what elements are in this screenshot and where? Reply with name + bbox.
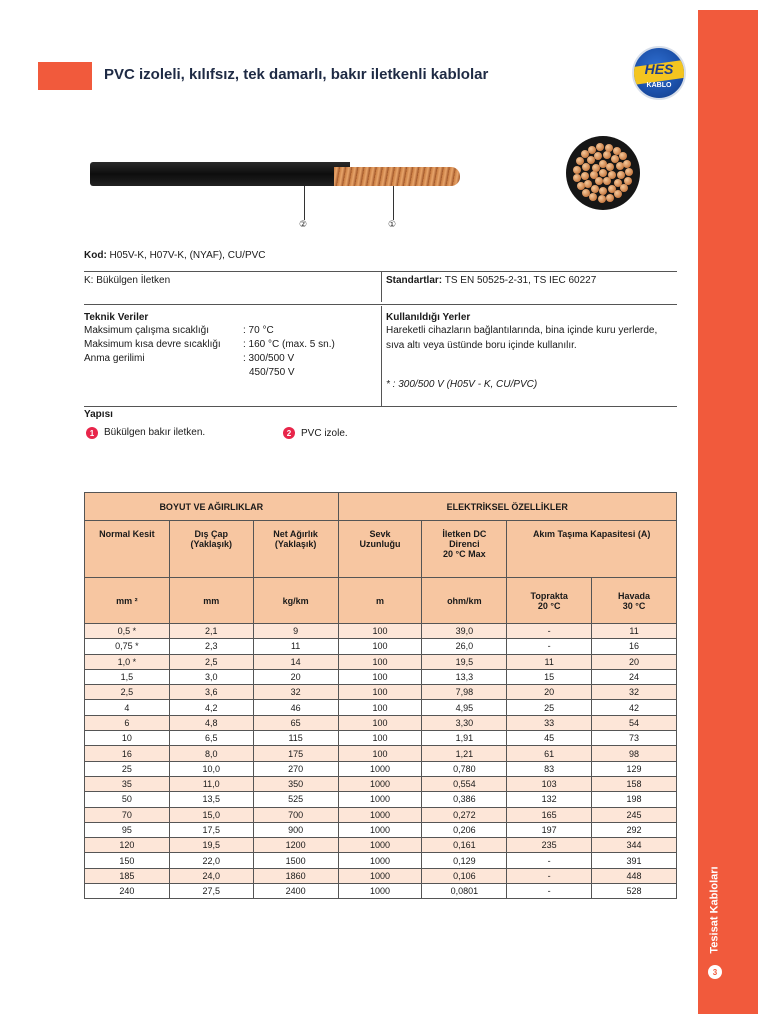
structure-badge-2: 2: [283, 427, 295, 439]
callout-line-2: [304, 186, 305, 220]
table-cell: 1500: [253, 853, 338, 868]
table-cell: 46: [253, 700, 338, 715]
table-row: [85, 868, 677, 883]
table-cell: 2400: [253, 884, 338, 899]
unit-text: Havada: [618, 590, 651, 601]
table-cell: 100: [338, 654, 422, 669]
table-row: [85, 624, 677, 639]
copper-strand: [605, 144, 613, 152]
tech-value: : 300/500 V: [243, 353, 295, 364]
table-cell: 103: [507, 776, 592, 791]
table-cell: 4: [85, 700, 170, 715]
logo-text: HES: [644, 61, 674, 77]
table-cell: 158: [592, 776, 677, 791]
table-cell: 1000: [338, 776, 422, 791]
copper-strand: [606, 194, 614, 202]
table-cell: 4,2: [169, 700, 253, 715]
table-cell: 100: [338, 731, 422, 746]
page-number: 3: [708, 965, 722, 979]
table-cell: 0,129: [422, 853, 507, 868]
table-row: [85, 761, 677, 776]
copper-strand: [582, 189, 590, 197]
table-row: [85, 669, 677, 684]
table-cell: 9: [253, 624, 338, 639]
table-cell: 33: [507, 715, 592, 730]
header-text: Akım Taşıma Kapasitesi (A): [532, 529, 651, 539]
table-cell: 270: [253, 761, 338, 776]
header-text: (Yaklaşık): [274, 539, 317, 549]
unit-havada: [592, 578, 677, 624]
copper-strand: [606, 163, 614, 171]
copper-strand: [617, 171, 625, 179]
table-cell: 1000: [338, 792, 422, 807]
table-cell: 1000: [338, 838, 422, 853]
table-cell: 6,5: [169, 731, 253, 746]
table-cell: 20: [507, 685, 592, 700]
table-cell: 98: [592, 746, 677, 761]
table-cell: 24,0: [169, 868, 253, 883]
table-row: [85, 838, 677, 853]
group-header-dimensions: BOYUT VE AĞIRLIKLAR: [85, 493, 339, 521]
kod-label: Kod:: [84, 250, 107, 261]
copper-strand: [625, 168, 633, 176]
table-cell: 42: [592, 700, 677, 715]
table-cell: 83: [507, 761, 592, 776]
table-cell: 0,161: [422, 838, 507, 853]
table-cell: -: [507, 639, 592, 654]
table-cell: 391: [592, 853, 677, 868]
divider-vertical: [381, 306, 382, 406]
tech-label: Maksimum çalışma sıcaklığı: [84, 325, 210, 336]
cable-cross-section-image: [566, 136, 640, 210]
table-cell: 32: [253, 685, 338, 700]
table-cell: 73: [592, 731, 677, 746]
table-row: [85, 685, 677, 700]
table-cell: 22,0: [169, 853, 253, 868]
table-cell: 1,21: [422, 746, 507, 761]
section-label: [700, 860, 730, 960]
copper-strand: [589, 193, 597, 201]
table-cell: 4,95: [422, 700, 507, 715]
divider: [84, 406, 677, 407]
table-cell: 16: [85, 746, 170, 761]
table-cell: 100: [338, 700, 422, 715]
copper-strand: [584, 180, 592, 188]
copper-strand: [603, 177, 611, 185]
unit-text: 20 °C: [537, 600, 561, 611]
table-cell: 2,3: [169, 639, 253, 654]
table-row: [85, 639, 677, 654]
table-cell: 292: [592, 822, 677, 837]
table-cell: 350: [253, 776, 338, 791]
title-accent-bar: [38, 62, 92, 90]
table-cell: 11,0: [169, 776, 253, 791]
table-cell: 344: [592, 838, 677, 853]
tech-label: Anma gerilimi: [84, 353, 145, 364]
table-cell: 11: [592, 624, 677, 639]
copper-strand: [595, 177, 603, 185]
table-cell: 528: [592, 884, 677, 899]
table-cell: 100: [338, 624, 422, 639]
kod-line: [84, 249, 266, 262]
table-row: [85, 746, 677, 761]
table-row: [85, 822, 677, 837]
logo-subtext: KABLO: [646, 82, 672, 89]
table-cell: 1,5: [85, 669, 170, 684]
technical-title: Teknik Veriler: [84, 312, 149, 323]
specification-table: [84, 492, 677, 899]
table-row: [85, 654, 677, 669]
table-cell: 1000: [338, 761, 422, 776]
table-cell: 13,3: [422, 669, 507, 684]
table-cell: 1000: [338, 884, 422, 899]
table-cell: 19,5: [422, 654, 507, 669]
table-cell: 0,780: [422, 761, 507, 776]
table-cell: 7,98: [422, 685, 507, 700]
usage-text-line1: Hareketli cihazların bağlantılarında, bina içinde kuru yerlerde,: [386, 325, 658, 336]
table-cell: 2,1: [169, 624, 253, 639]
table-cell: 0,554: [422, 776, 507, 791]
table-cell: 13,5: [169, 792, 253, 807]
table-cell: -: [507, 884, 592, 899]
table-cell: 165: [507, 807, 592, 822]
table-cell: 3,0: [169, 669, 253, 684]
table-cell: 0,206: [422, 822, 507, 837]
table-cell: 1000: [338, 853, 422, 868]
table-cell: 150: [85, 853, 170, 868]
table-cell: 185: [85, 868, 170, 883]
table-row: [85, 700, 677, 715]
header-dc-direnci: [422, 521, 507, 578]
table-cell: 198: [592, 792, 677, 807]
table-cell: 2,5: [169, 654, 253, 669]
table-cell: 0,272: [422, 807, 507, 822]
standards-label: Standartlar:: [386, 275, 443, 286]
table-cell: 0,386: [422, 792, 507, 807]
table-cell: 0,106: [422, 868, 507, 883]
header-text: İletken DC: [442, 529, 487, 539]
header-sevk-uzunlugu: [338, 521, 422, 578]
copper-strand: [614, 190, 622, 198]
table-body: [85, 624, 677, 899]
table-cell: 4,8: [169, 715, 253, 730]
table-cell: 0,75 *: [85, 639, 170, 654]
cable-insulation-image: [90, 162, 350, 186]
table-row: [85, 853, 677, 868]
tech-value: : 160 °C (max. 5 sn.): [243, 339, 335, 350]
structure-item-1: Bükülgen bakır iletken.: [104, 427, 206, 438]
standards-value: TS EN 50525-2-31, TS IEC 60227: [442, 275, 597, 286]
table-cell: 0,0801: [422, 884, 507, 899]
table-cell: 45: [507, 731, 592, 746]
kod-value: H05V-K, H07V-K, (NYAF), CU/PVC: [106, 250, 266, 261]
table-cell: 61: [507, 746, 592, 761]
unit-kesit: mm ²: [85, 578, 170, 624]
callout-line-1: [393, 186, 394, 220]
copper-strand: [588, 146, 596, 154]
table-cell: 15: [507, 669, 592, 684]
table-row: [85, 792, 677, 807]
table-cell: 115: [253, 731, 338, 746]
unit-dc: ohm/km: [422, 578, 507, 624]
copper-strand: [581, 172, 589, 180]
table-cell: 10,0: [169, 761, 253, 776]
table-cell: 15,0: [169, 807, 253, 822]
table-cell: 448: [592, 868, 677, 883]
table-cell: 16: [592, 639, 677, 654]
table-cell: 100: [338, 685, 422, 700]
copper-strand: [573, 166, 581, 174]
table-cell: 100: [338, 669, 422, 684]
unit-sevk: m: [338, 578, 422, 624]
table-cell: 11: [507, 654, 592, 669]
table-cell: 3,30: [422, 715, 507, 730]
copper-strand: [591, 185, 599, 193]
unit-text: 30 °C: [622, 600, 646, 611]
copper-strand: [599, 169, 607, 177]
divider-vertical: [381, 272, 382, 302]
table-cell: 39,0: [422, 624, 507, 639]
table-cell: -: [507, 868, 592, 883]
usage-title: Kullanıldığı Yerler: [386, 312, 471, 323]
copper-strand: [577, 182, 585, 190]
standards-line: [386, 274, 596, 287]
table-cell: 20: [592, 654, 677, 669]
table-cell: 1000: [338, 807, 422, 822]
table-row: [85, 884, 677, 899]
table-cell: 27,5: [169, 884, 253, 899]
table-row: [85, 715, 677, 730]
copper-strand: [599, 187, 607, 195]
table-cell: 700: [253, 807, 338, 822]
header-text: Direnci: [449, 539, 480, 549]
unit-agirlik: kg/km: [253, 578, 338, 624]
structure-title: Yapısı: [84, 409, 113, 420]
table-cell: 120: [85, 838, 170, 853]
table-cell: 32: [592, 685, 677, 700]
table-cell: 525: [253, 792, 338, 807]
table-row: [85, 807, 677, 822]
table-cell: 11: [253, 639, 338, 654]
table-cell: 1,0 *: [85, 654, 170, 669]
table-row: [85, 776, 677, 791]
header-dis-cap: [169, 521, 253, 578]
hes-kablo-logo: [632, 46, 686, 100]
table-cell: 2,5: [85, 685, 170, 700]
table-cell: 100: [338, 746, 422, 761]
table-cell: 1000: [338, 822, 422, 837]
unit-toprakta: [507, 578, 592, 624]
table-cell: 175: [253, 746, 338, 761]
header-net-agirlik: [253, 521, 338, 578]
structure-item-2: PVC izole.: [301, 428, 348, 439]
header-normal-kesit: [85, 521, 170, 578]
table-cell: 100: [338, 715, 422, 730]
table-cell: 245: [592, 807, 677, 822]
table-cell: 95: [85, 822, 170, 837]
table-cell: 17,5: [169, 822, 253, 837]
table-row: [85, 731, 677, 746]
table-cell: 1200: [253, 838, 338, 853]
header-text: 20 °C Max: [443, 549, 486, 559]
header-akim-kapasitesi: [507, 521, 677, 578]
tech-value: 450/750 V: [249, 367, 295, 378]
k-line: K: Bükülgen İletken: [84, 275, 171, 286]
header-text: Dış Çap: [194, 529, 229, 539]
table-cell: 197: [507, 822, 592, 837]
table-cell: 50: [85, 792, 170, 807]
table-cell: 132: [507, 792, 592, 807]
copper-strand: [598, 195, 606, 203]
table-cell: 235: [507, 838, 592, 853]
header-text: Uzunluğu: [359, 539, 401, 549]
unit-dis-cap: mm: [169, 578, 253, 624]
table-cell: 10: [85, 731, 170, 746]
copper-strand: [582, 163, 590, 171]
table-cell: 14: [253, 654, 338, 669]
tech-value: : 70 °C: [243, 325, 274, 336]
table-cell: 6: [85, 715, 170, 730]
table-cell: 20: [253, 669, 338, 684]
copper-strand: [573, 174, 581, 182]
tech-label: Maksimum kısa devre sıcaklığı: [84, 339, 221, 350]
callout-number-2: ②: [299, 219, 308, 229]
table-cell: 240: [85, 884, 170, 899]
header-text: Sevk: [369, 529, 391, 539]
header-text: (Yaklaşık): [190, 539, 233, 549]
table-cell: 900: [253, 822, 338, 837]
usage-note: * : 300/500 V (H05V - K, CU/PVC): [386, 379, 538, 390]
usage-text-line2: sıva altı veya üstünde boru içinde kullanılır.: [386, 340, 577, 351]
section-label-text: Tesisat Kabloları: [709, 866, 721, 954]
table-cell: 25: [507, 700, 592, 715]
table-cell: 26,0: [422, 639, 507, 654]
table-cell: 0,5 *: [85, 624, 170, 639]
table-cell: 35: [85, 776, 170, 791]
structure-badge-1: 1: [86, 427, 98, 439]
table-cell: -: [507, 853, 592, 868]
table-cell: 70: [85, 807, 170, 822]
copper-strand: [594, 152, 602, 160]
table-cell: 19,5: [169, 838, 253, 853]
header-text: Net Ağırlık: [273, 529, 318, 539]
table-cell: 3,6: [169, 685, 253, 700]
copper-strand: [596, 143, 604, 151]
table-cell: 24: [592, 669, 677, 684]
table-cell: 1,91: [422, 731, 507, 746]
table-cell: 100: [338, 639, 422, 654]
cable-copper-conductor-image: [334, 167, 460, 186]
table-cell: 25: [85, 761, 170, 776]
table-cell: 8,0: [169, 746, 253, 761]
table-cell: 1000: [338, 868, 422, 883]
page-title: PVC izoleli, kılıfsız, tek damarlı, bakır iletkenli kablolar: [104, 66, 489, 83]
table-cell: 1860: [253, 868, 338, 883]
copper-strand: [623, 160, 631, 168]
table-cell: 129: [592, 761, 677, 776]
callout-number-1: ①: [388, 219, 397, 229]
divider: [84, 304, 677, 305]
table-cell: -: [507, 624, 592, 639]
table-cell: 54: [592, 715, 677, 730]
header-text: Normal Kesit: [99, 529, 155, 539]
table-cell: 65: [253, 715, 338, 730]
copper-strand: [603, 151, 611, 159]
unit-text: Toprakta: [530, 590, 568, 601]
group-header-electrical: ELEKTRİKSEL ÖZELLİKLER: [338, 493, 676, 521]
